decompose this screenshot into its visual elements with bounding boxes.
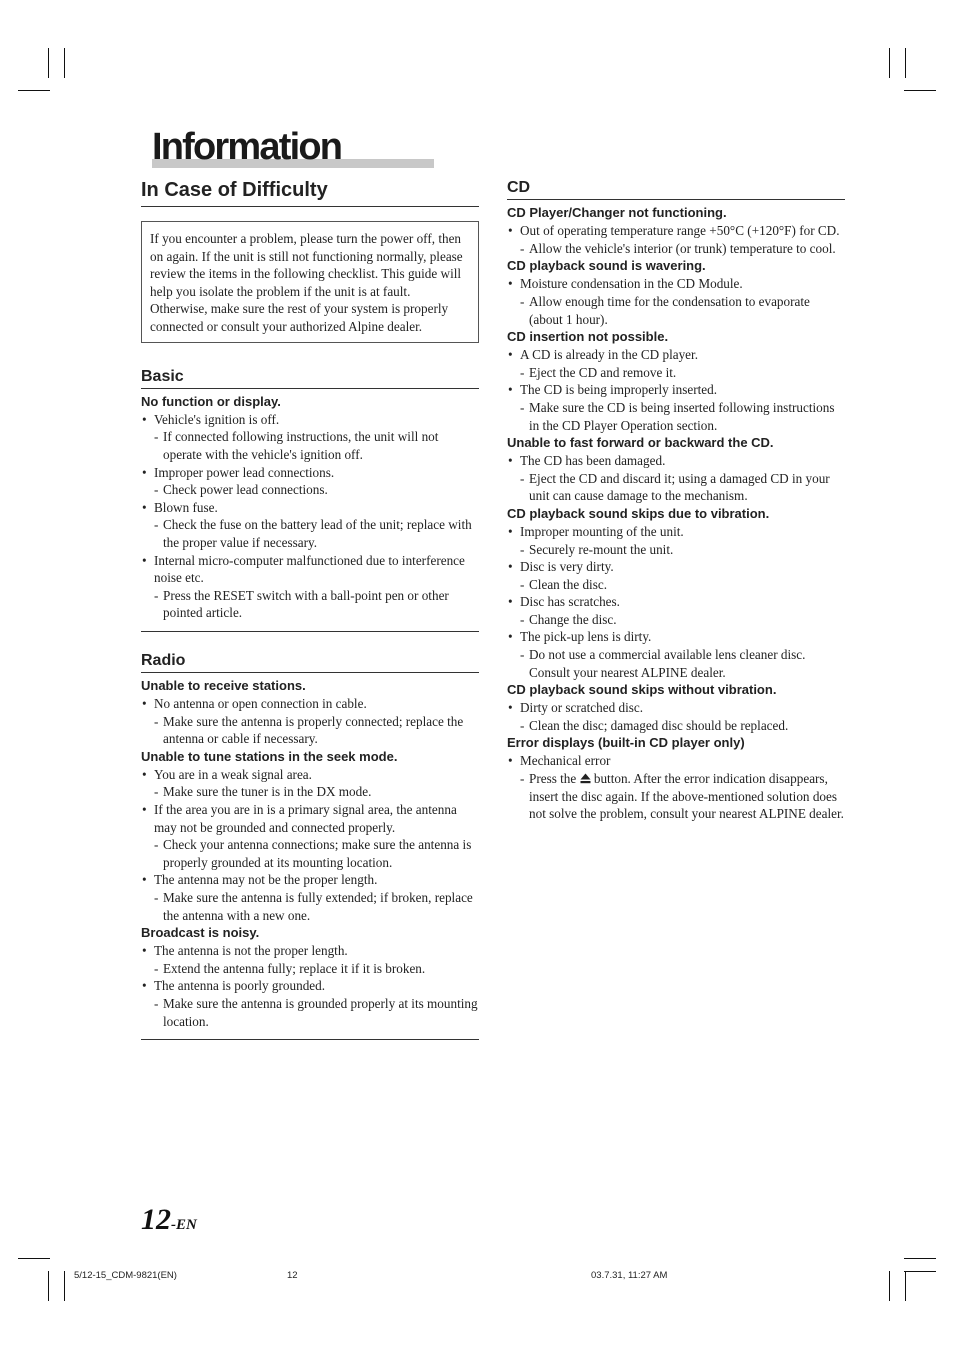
page-number — [141, 1203, 197, 1237]
cause-item: • A CD is already in the CD player. — [507, 346, 845, 364]
problem-heading: Unable to fast forward or backward the CD. — [507, 435, 774, 451]
footer-timestamp: 03.7.31, 11:27 AM — [591, 1270, 668, 1281]
crop-mark — [889, 48, 890, 78]
cause-item: • If the area you are in is a primary signal area, the antenna may not be grounded and connected properly. — [141, 801, 479, 836]
cause-item: • The CD has been damaged. — [507, 452, 845, 470]
remedy-item: - Allow the vehicle's interior (or trunk) temperature to cool. — [507, 240, 845, 258]
cause-item: • The antenna is poorly grounded. — [141, 977, 479, 995]
crop-mark — [905, 48, 906, 78]
remedy-item: - Extend the antenna fully; replace it if it is broken. — [141, 960, 479, 978]
page-title: Information — [152, 126, 342, 168]
problem-heading: Broadcast is noisy. — [141, 925, 260, 941]
cause-item: • The CD is being improperly inserted. — [507, 381, 845, 399]
problem-heading: CD playback sound skips due to vibration. — [507, 505, 770, 521]
crop-mark — [904, 1258, 936, 1259]
remedy-item: - Make sure the CD is being inserted following instructions in the CD Player Operation section. — [507, 399, 845, 434]
remedy-item: - Make sure the antenna is grounded properly at its mounting location. — [141, 995, 479, 1030]
crop-mark — [48, 48, 49, 78]
remedy-item — [507, 770, 845, 823]
cause-item: • Improper power lead connections. — [141, 464, 479, 482]
remedy-item: - Allow enough time for the condensation to evaporate (about 1 hour). — [507, 293, 845, 328]
remedy-item: - Check your antenna connections; make sure the antenna is properly grounded at its mounting location. — [141, 836, 479, 871]
crop-mark — [64, 48, 65, 78]
footer-file-id: 5/12-15_CDM-9821(EN) — [74, 1270, 177, 1281]
crop-mark — [904, 1271, 936, 1272]
problem-heading: CD playback sound skips without vibration. — [507, 682, 777, 698]
remedy-item: - Make sure the antenna is properly connected; replace the antenna or cable if necessary. — [141, 713, 479, 748]
remedy-item: - Eject the CD and discard it; using a damaged CD in your unit can cause damage to the mechanism. — [507, 470, 845, 505]
problem-heading: Unable to receive stations. — [141, 678, 306, 694]
problem-heading: Unable to tune stations in the seek mode. — [141, 748, 398, 764]
cause-item: • Blown fuse. — [141, 499, 479, 517]
crop-mark — [889, 1271, 890, 1301]
eject-icon — [580, 773, 591, 784]
problem-heading: No function or display. — [141, 393, 281, 409]
section-heading-basic: Basic — [141, 367, 479, 389]
cause-item: • Dirty or scratched disc. — [507, 699, 845, 717]
cause-item: • The antenna is not the proper length. — [141, 942, 479, 960]
cause-item: • The pick-up lens is dirty. — [507, 628, 845, 646]
footer-page: 12 — [287, 1270, 298, 1281]
crop-mark — [904, 90, 936, 91]
cause-item: • Vehicle's ignition is off. — [141, 411, 479, 429]
problem-heading: CD insertion not possible. — [507, 329, 669, 345]
page-number-suffix: -EN — [171, 1217, 197, 1233]
remedy-item: - Clean the disc; damaged disc should be replaced. — [507, 717, 845, 735]
cause-item: • Improper mounting of the unit. — [507, 523, 845, 541]
crop-mark — [18, 1258, 50, 1259]
cause-item: • Out of operating temperature range +50°C (+120°F) for CD. — [507, 222, 845, 240]
problem-heading: Error displays (built-in CD player only) — [507, 735, 745, 751]
right-column — [507, 178, 845, 823]
cause-item: • Disc has scratches. — [507, 593, 845, 611]
left-column — [141, 178, 479, 1040]
problem-heading: CD playback sound is wavering. — [507, 258, 706, 274]
remedy-item: - Make sure the antenna is fully extended; if broken, replace the antenna with a new one. — [141, 889, 479, 924]
remedy-item: - If connected following instructions, the unit will not operate with the vehicle's ignition off. — [141, 428, 479, 463]
cause-item: • Internal micro-computer malfunctioned due to interference noise etc. — [141, 552, 479, 587]
cause-item: • The antenna may not be the proper length. — [141, 871, 479, 889]
remedy-item: - Clean the disc. — [507, 576, 845, 594]
remedy-item: - Change the disc. — [507, 611, 845, 629]
section-heading-cd: CD — [507, 178, 845, 200]
cause-item: • No antenna or open connection in cable. — [141, 695, 479, 713]
remedy-item: - Securely re-mount the unit. — [507, 541, 845, 559]
crop-mark — [18, 90, 50, 91]
remedy-item: - Press the RESET switch with a ball-point pen or other pointed article. — [141, 587, 479, 622]
cause-item: • Moisture condensation in the CD Module. — [507, 275, 845, 293]
crop-mark — [64, 1271, 65, 1301]
remedy-item: - Make sure the tuner is in the DX mode. — [141, 783, 479, 801]
remedy-text-end: button. After the error indication disappears, insert the disc again. If the above-mentioned solution does not solve the problem, consult your nearest ALPINE dealer. — [529, 771, 844, 822]
remedy-item: - Eject the CD and remove it. — [507, 364, 845, 382]
remedy-item: - Check power lead connections. — [141, 481, 479, 499]
remedy-item: - Check the fuse on the battery lead of the unit; replace with the proper value if necessary. — [141, 516, 479, 551]
remedy-item: - Do not use a commercial available lens cleaner disc. Consult your nearest ALPINE dealer. — [507, 646, 845, 681]
section-heading-difficulty: In Case of Difficulty — [141, 178, 479, 207]
problem-heading: CD Player/Changer not functioning. — [507, 205, 727, 221]
cause-item: • You are in a weak signal area. — [141, 766, 479, 784]
cause-item: • Disc is very dirty. — [507, 558, 845, 576]
cause-item: • Mechanical error — [507, 752, 845, 770]
crop-mark — [905, 1271, 906, 1301]
section-divider — [141, 1039, 479, 1040]
section-heading-radio: Radio — [141, 651, 479, 673]
crop-mark — [48, 1271, 49, 1301]
page-number-value: 12 — [141, 1203, 171, 1236]
intro-box: If you encounter a problem, please turn the power off, then on again. If the unit is still not functioning normally, please review the items in the following checklist. This guide will help you isolate the problem if the unit is at fault. Otherwise, make sure the rest of your system is properly connected or consult your authorized Alpine dealer. — [141, 221, 479, 343]
remedy-text-start: Press the — [529, 771, 577, 787]
